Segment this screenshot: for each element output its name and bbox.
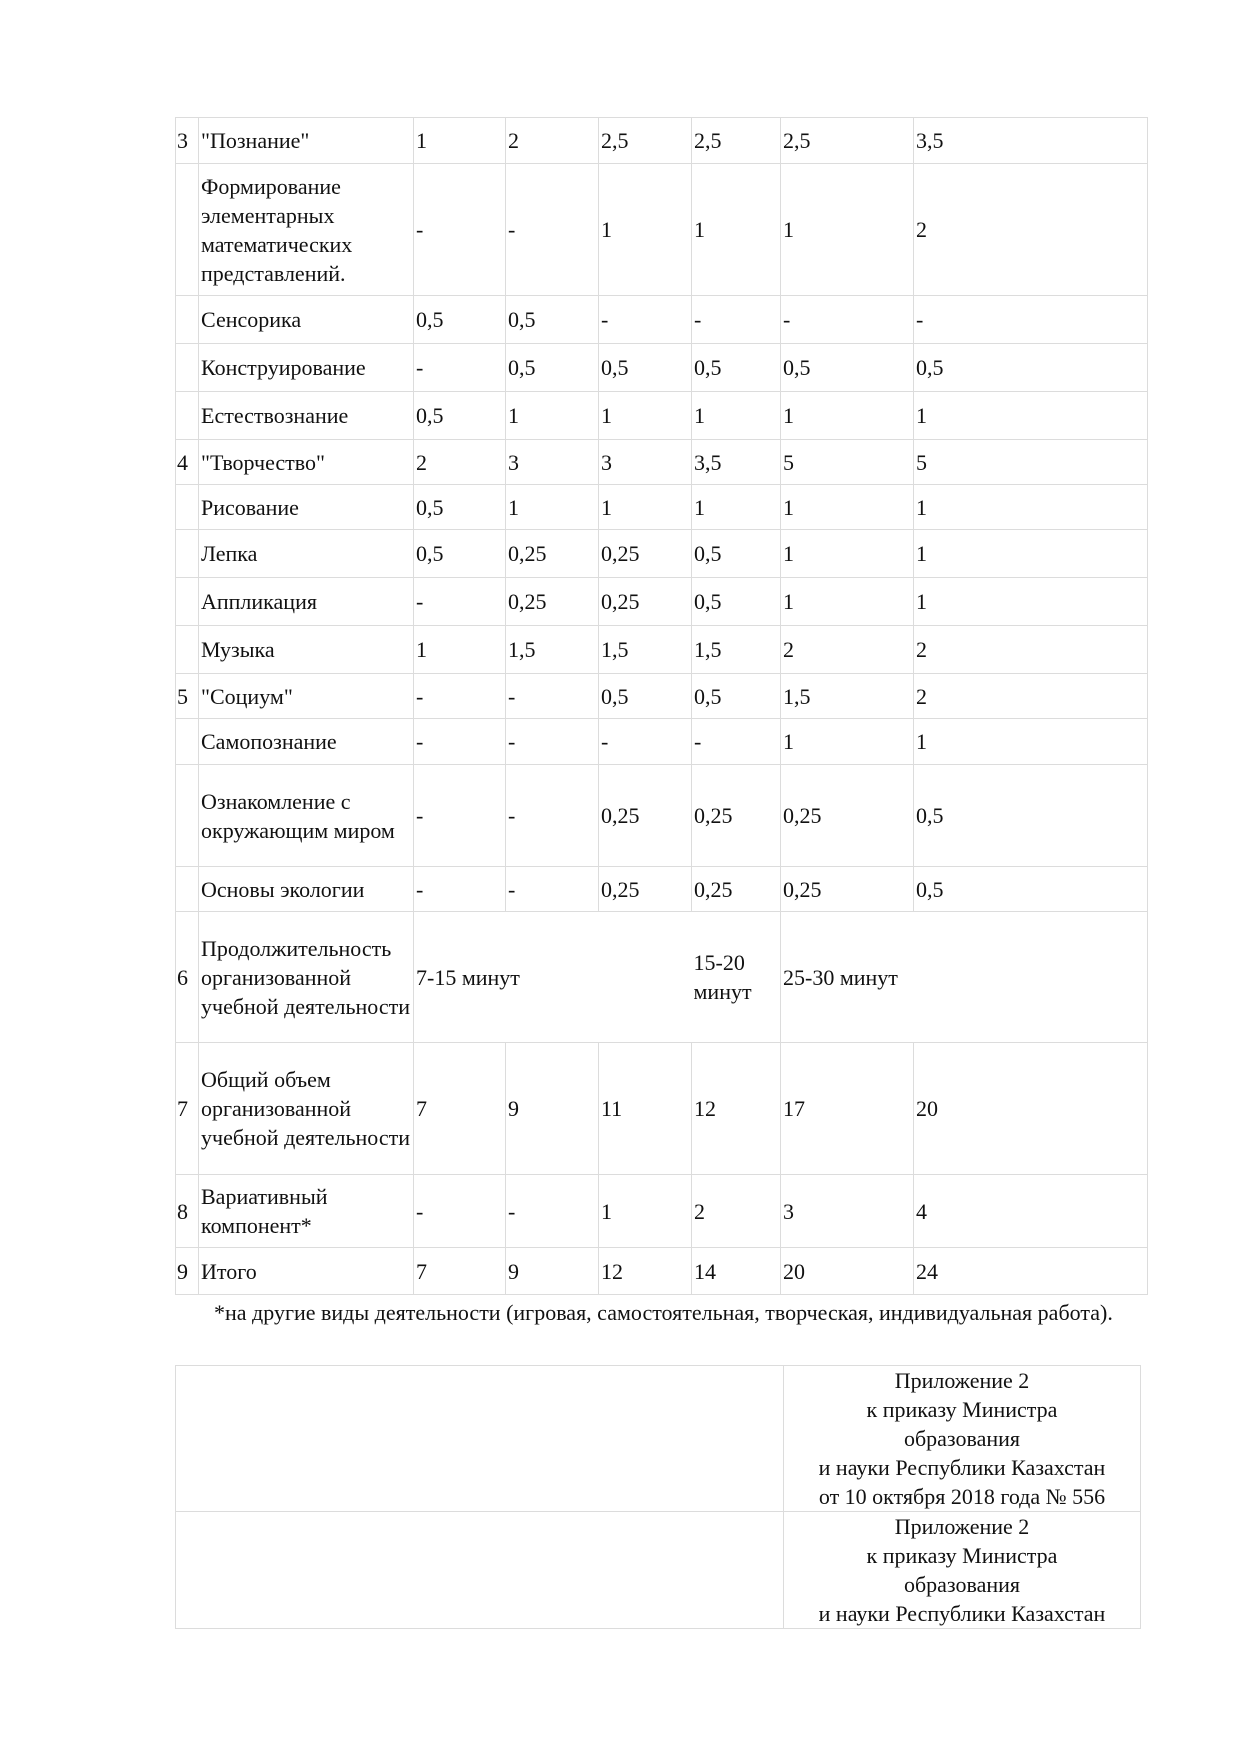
cell-value: 3,5 [914, 118, 1148, 164]
appendix-line: образования [903, 1426, 1021, 1451]
cell-value: 3 [781, 1175, 914, 1248]
row-number: 4 [176, 440, 199, 485]
row-number [176, 578, 199, 626]
table-row [176, 867, 1148, 912]
cell-value: 24 [914, 1248, 1148, 1295]
row-number: 9 [176, 1248, 199, 1295]
cell-value: 1 [414, 118, 506, 164]
row-number [176, 164, 199, 296]
table-row [176, 296, 1148, 344]
cell-value: - [692, 296, 781, 344]
row-name: Самопознание [199, 719, 414, 765]
table-row [176, 440, 1148, 485]
cell-value: 1 [781, 485, 914, 530]
appendix-line: Приложение 2 [894, 1368, 1030, 1393]
cell-value: - [506, 164, 599, 296]
cell-value: 1 [599, 485, 692, 530]
appendix-line: от 10 октября 2018 года № 556 [818, 1484, 1106, 1509]
appendix-line: образования [903, 1572, 1021, 1597]
cell-value: - [414, 674, 506, 719]
row-number: 8 [176, 1175, 199, 1248]
cell-value: 1,5 [599, 626, 692, 674]
cell-value: 1 [692, 392, 781, 440]
row-name: Рисование [199, 485, 414, 530]
row-number [176, 296, 199, 344]
cell-value: 4 [914, 1175, 1148, 1248]
cell-value: - [506, 1175, 599, 1248]
row-name: Ознакомление с окружающим миром [199, 765, 414, 867]
cell-value: 0,5 [414, 530, 506, 578]
cell-value: - [414, 719, 506, 765]
cell-value: 9 [506, 1043, 599, 1175]
cell-value: 3 [506, 440, 599, 485]
cell-value: 0,25 [781, 867, 914, 912]
cell-value: 2,5 [781, 118, 914, 164]
cell-value: 1 [599, 392, 692, 440]
cell-value: 1 [692, 164, 781, 296]
cell-value: 1 [914, 530, 1148, 578]
curriculum-table [175, 117, 1148, 1295]
cell-value: 2,5 [692, 118, 781, 164]
table-row [176, 530, 1148, 578]
cell-value: 1 [781, 719, 914, 765]
table-row [176, 1248, 1148, 1295]
appendix-row [176, 1366, 1141, 1512]
cell-value: 1 [599, 164, 692, 296]
cell-value: 2 [914, 674, 1148, 719]
cell-value: - [414, 1175, 506, 1248]
cell-value: 0,5 [414, 296, 506, 344]
row-number: 6 [176, 912, 199, 1043]
cell-value: - [414, 164, 506, 296]
cell-value: 11 [599, 1043, 692, 1175]
row-name: Итого [199, 1248, 414, 1295]
cell-value: 20 [781, 1248, 914, 1295]
appendix-line: и науки Республики Казахстан [818, 1455, 1106, 1480]
cell-value: 0,5 [781, 344, 914, 392]
row-number [176, 719, 199, 765]
row-number [176, 344, 199, 392]
cell-value: 0,25 [692, 867, 781, 912]
cell-value: - [414, 578, 506, 626]
table-row [176, 118, 1148, 164]
cell-value: 1 [914, 578, 1148, 626]
appendix-line: к приказу Министра [866, 1543, 1058, 1568]
row-name: Формирование элементарных математических представлений. [199, 164, 414, 296]
table-row [176, 344, 1148, 392]
cell-value: 0,5 [692, 344, 781, 392]
cell-value: 17 [781, 1043, 914, 1175]
row-name: Основы экологии [199, 867, 414, 912]
table-row [176, 1175, 1148, 1248]
cell-value: - [414, 344, 506, 392]
cell-value: 1,5 [506, 626, 599, 674]
row-name: Лепка [199, 530, 414, 578]
cell-value: 9 [506, 1248, 599, 1295]
cell-value: 20 [914, 1043, 1148, 1175]
table-row [176, 719, 1148, 765]
cell-value: 0,5 [914, 344, 1148, 392]
cell-value: 0,25 [506, 530, 599, 578]
cell-value: - [506, 765, 599, 867]
cell-value: - [506, 719, 599, 765]
table-row [176, 765, 1148, 867]
cell-value: 5 [914, 440, 1148, 485]
cell-value: 0,5 [414, 485, 506, 530]
cell-value: 1 [781, 164, 914, 296]
table-row [176, 674, 1148, 719]
cell-value: 1 [506, 485, 599, 530]
cell-value: 2 [914, 626, 1148, 674]
cell-value: 1 [781, 392, 914, 440]
row-number [176, 765, 199, 867]
row-number [176, 392, 199, 440]
cell-value: 1 [414, 626, 506, 674]
row-name: Продолжительность организованной учебной деятельности [199, 912, 414, 1043]
table-row [176, 1043, 1148, 1175]
duration-value-a: 7-15 минут [414, 912, 692, 1043]
cell-value: 1,5 [781, 674, 914, 719]
cell-value: 0,5 [692, 578, 781, 626]
cell-value: - [414, 867, 506, 912]
appendix-empty-cell [176, 1366, 784, 1512]
cell-value: 0,25 [599, 578, 692, 626]
appendix-row [176, 1512, 1141, 1629]
cell-value: 1,5 [692, 626, 781, 674]
cell-value: 0,5 [599, 674, 692, 719]
cell-value: 0,25 [599, 765, 692, 867]
row-name: Вариативный компонент* [199, 1175, 414, 1248]
table-row [176, 578, 1148, 626]
cell-value: - [506, 674, 599, 719]
cell-value: - [914, 296, 1148, 344]
cell-value: 0,5 [414, 392, 506, 440]
row-name: Музыка [199, 626, 414, 674]
cell-value: 0,5 [914, 765, 1148, 867]
cell-value: 0,5 [914, 867, 1148, 912]
cell-value: 0,25 [692, 765, 781, 867]
row-number: 7 [176, 1043, 199, 1175]
row-name: Сенсорика [199, 296, 414, 344]
table-row-duration [176, 912, 1148, 1043]
cell-value: 0,25 [781, 765, 914, 867]
cell-value: 2 [781, 626, 914, 674]
row-number [176, 530, 199, 578]
cell-value: 12 [599, 1248, 692, 1295]
row-number: 3 [176, 118, 199, 164]
table-row [176, 392, 1148, 440]
cell-value: 7 [414, 1248, 506, 1295]
cell-value: 14 [692, 1248, 781, 1295]
cell-value: 1 [781, 578, 914, 626]
cell-value: - [414, 765, 506, 867]
appendix-empty-cell [176, 1512, 784, 1629]
cell-value: 5 [781, 440, 914, 485]
cell-value: 1 [914, 719, 1148, 765]
row-name: Естествознание [199, 392, 414, 440]
table-row [176, 485, 1148, 530]
row-number [176, 485, 199, 530]
table-row [176, 164, 1148, 296]
cell-value: 1 [692, 485, 781, 530]
cell-value: 1 [781, 530, 914, 578]
cell-value: 3 [599, 440, 692, 485]
cell-value: 1 [506, 392, 599, 440]
appendix-line: к приказу Министра [866, 1397, 1058, 1422]
cell-value: 0,5 [692, 674, 781, 719]
duration-value-b: 15-20 минут [692, 912, 781, 1043]
cell-value: 0,25 [599, 530, 692, 578]
row-name: Конструирование [199, 344, 414, 392]
cell-value: 1 [914, 485, 1148, 530]
cell-value: 7 [414, 1043, 506, 1175]
row-number: 5 [176, 674, 199, 719]
row-name: "Социум" [199, 674, 414, 719]
cell-value: 2 [914, 164, 1148, 296]
cell-value: 12 [692, 1043, 781, 1175]
cell-value: 2 [414, 440, 506, 485]
row-number [176, 626, 199, 674]
cell-value: - [599, 719, 692, 765]
row-number [176, 867, 199, 912]
cell-value: - [781, 296, 914, 344]
cell-value: 1 [914, 392, 1148, 440]
row-name: "Познание" [199, 118, 414, 164]
cell-value: 0,5 [692, 530, 781, 578]
cell-value: 0,25 [506, 578, 599, 626]
table-row [176, 626, 1148, 674]
cell-value: 0,25 [599, 867, 692, 912]
footnote: *на другие виды деятельности (игровая, самостоятельная, творческая, индивидуальная работа). [214, 1300, 1113, 1325]
cell-value: 0,5 [506, 296, 599, 344]
cell-value: 3,5 [692, 440, 781, 485]
appendix-text-cell [784, 1512, 1141, 1629]
cell-value: - [692, 719, 781, 765]
cell-value: - [599, 296, 692, 344]
row-name: Аппликация [199, 578, 414, 626]
cell-value: 2 [692, 1175, 781, 1248]
appendix-text-cell [784, 1366, 1141, 1512]
cell-value: 2 [506, 118, 599, 164]
appendix-line: и науки Республики Казахстан [818, 1601, 1106, 1626]
cell-value: 2,5 [599, 118, 692, 164]
cell-value: - [506, 867, 599, 912]
row-name: Общий объем организованной учебной деятельности [199, 1043, 414, 1175]
cell-value: 0,5 [506, 344, 599, 392]
appendix-line: Приложение 2 [894, 1514, 1030, 1539]
cell-value: 1 [599, 1175, 692, 1248]
appendix-table [175, 1365, 1141, 1629]
duration-value-c: 25-30 минут [781, 912, 1148, 1043]
row-name: "Творчество" [199, 440, 414, 485]
cell-value: 0,5 [599, 344, 692, 392]
